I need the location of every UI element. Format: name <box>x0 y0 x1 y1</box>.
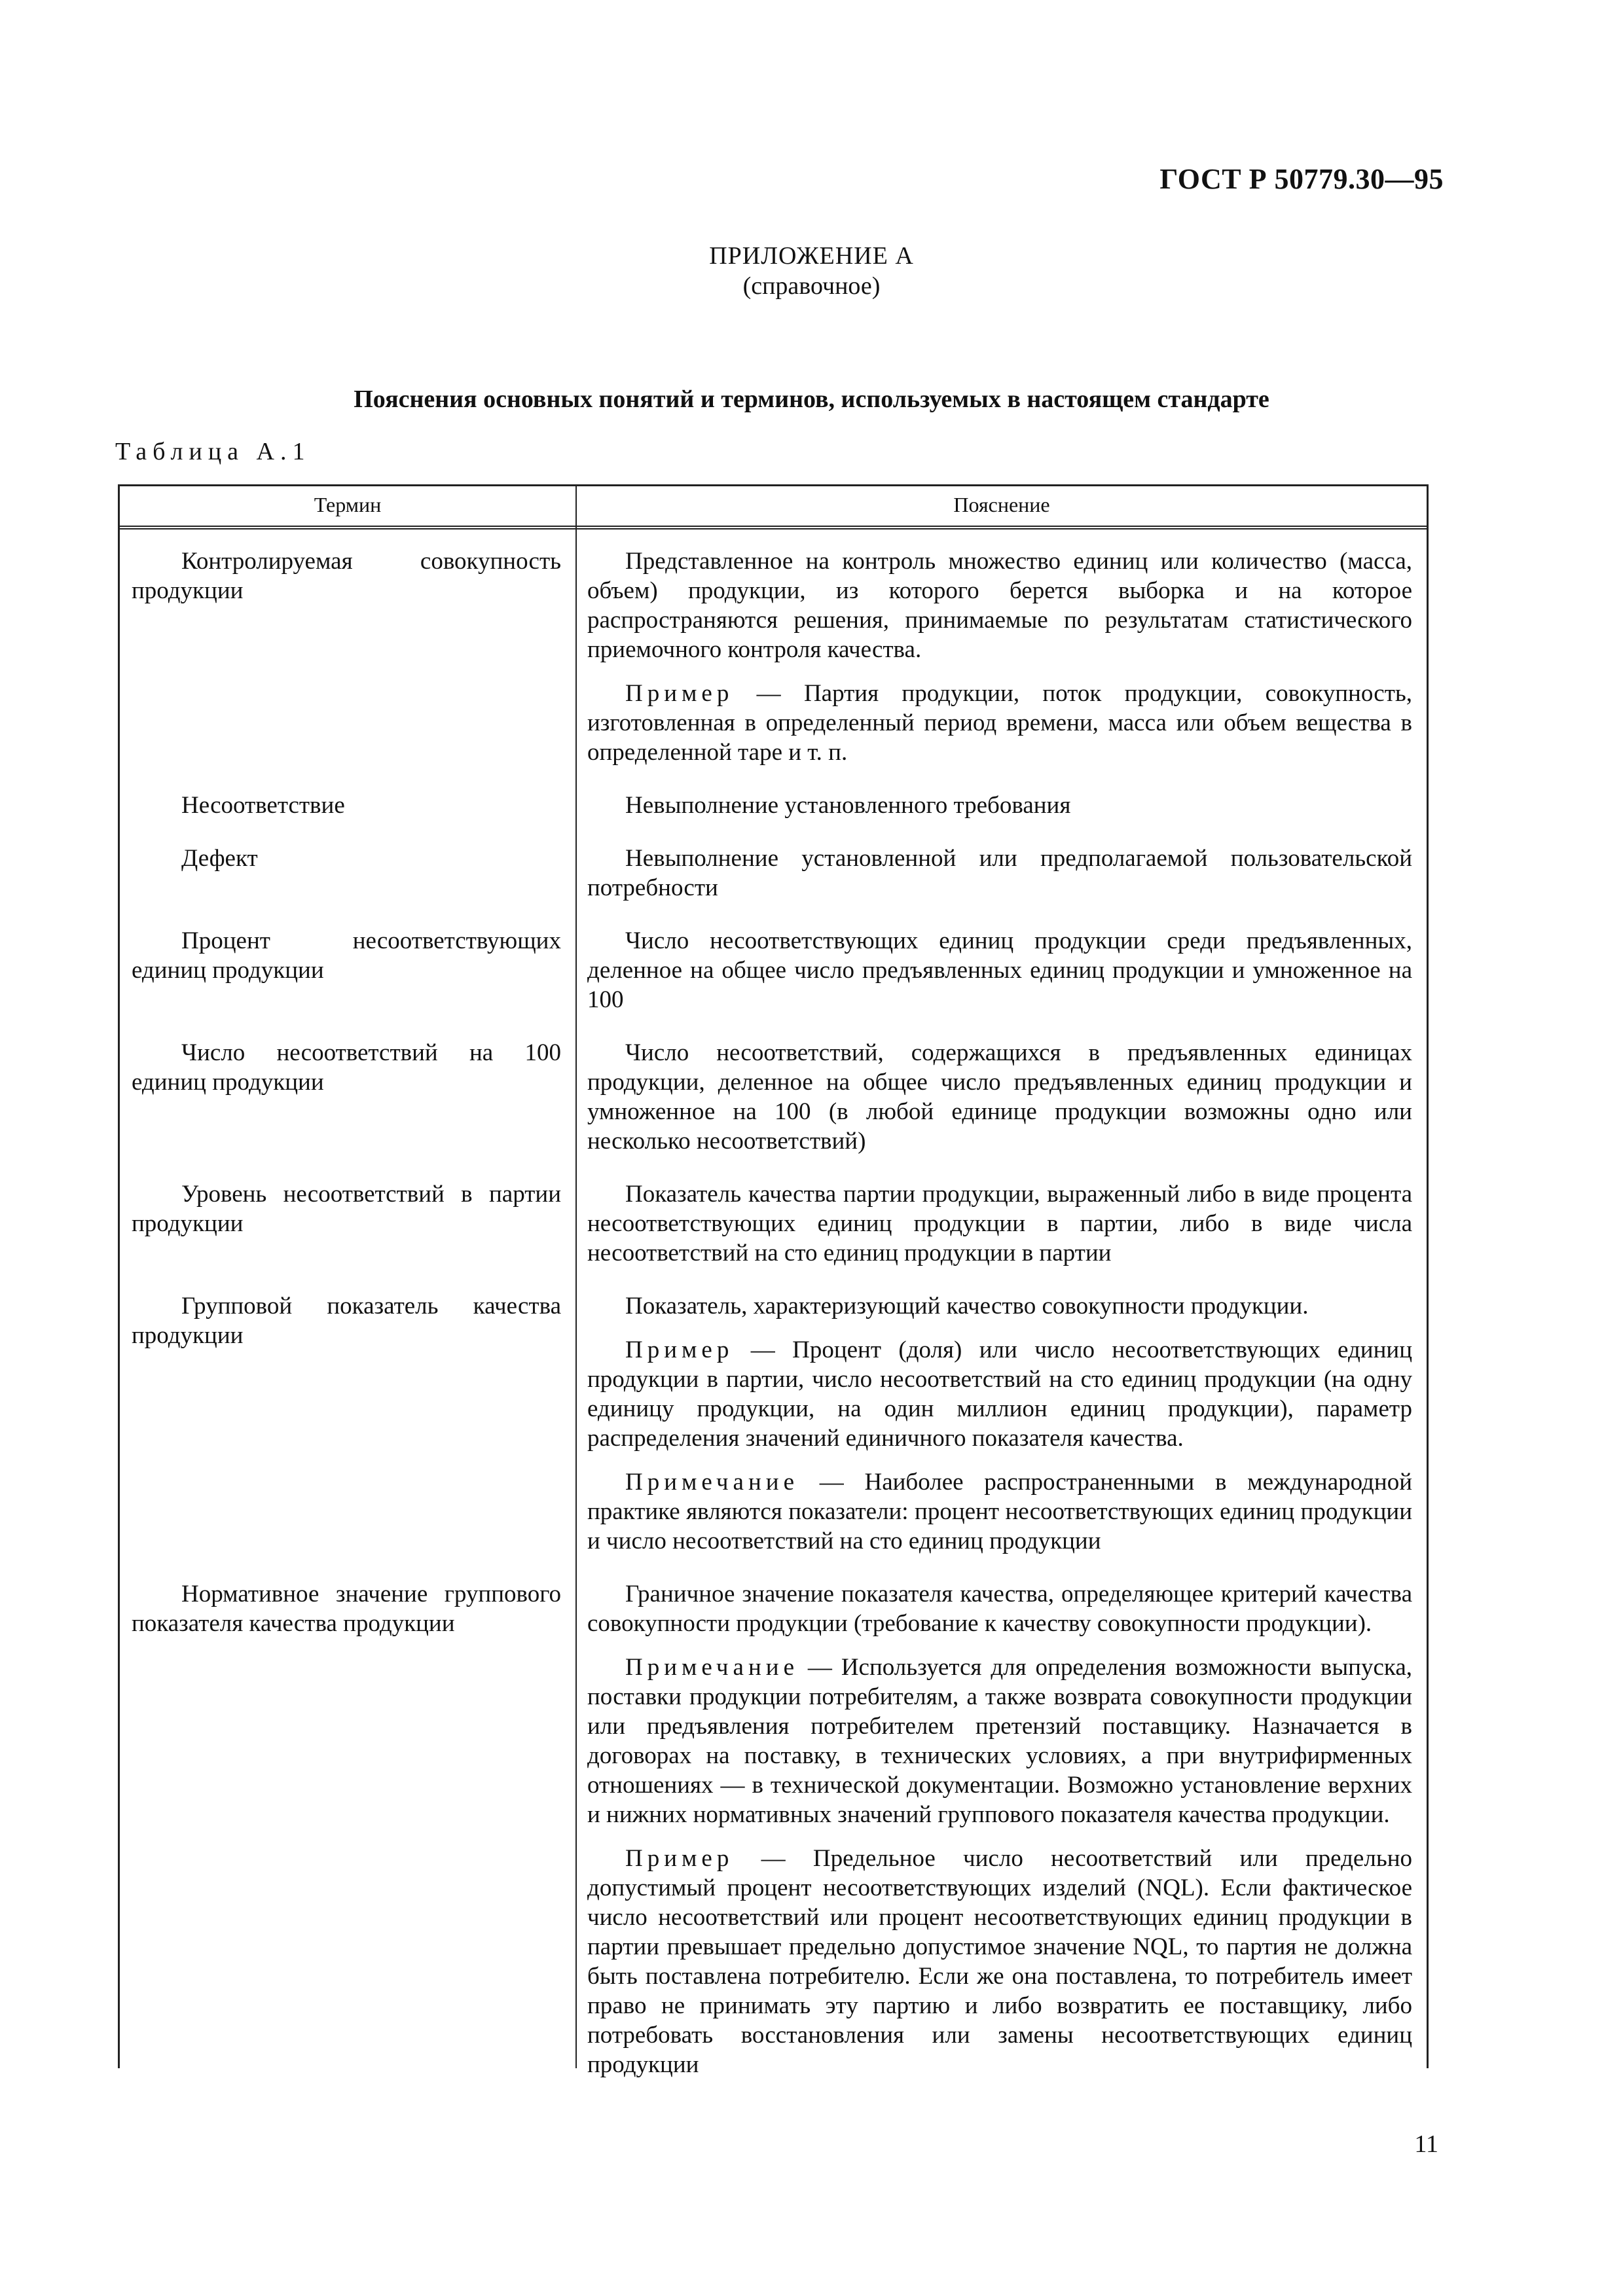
column-header-term: Термин <box>314 493 382 516</box>
table-caption: Таблица А.1 <box>115 438 311 465</box>
table-row <box>120 781 1427 834</box>
paragraph-text: Невыполнение установленного требования <box>625 792 1071 819</box>
paragraph-label: Пример <box>625 680 734 707</box>
table-row <box>120 1570 1427 2094</box>
explanation-cell <box>575 1570 1427 2094</box>
paragraph-text: Представленное на контроль множество единиц или количество (масса, объем) продукции, из которого берется выборка и на которое распространяются решения, принимаемые по результатам статистического приемочного контроля качества. <box>587 548 1412 663</box>
term-cell <box>120 537 575 781</box>
paragraph-text: — Используется для определения возможности выпуска, поставки продукции потребителям, а также возврата совокупности продукции или предъявления потребителем претензий поставщику. Назначается в договорах на поставку, в технических условиях, а при внутрифирменных отношениях — в технической документации. Возможно установление верхних и нижних нормативных значений группового показателя качества продукции. <box>587 1654 1412 1828</box>
explanation-cell <box>575 1170 1427 1282</box>
terms-table <box>118 484 1429 2078</box>
explanation-cell <box>575 537 1427 781</box>
annex-heading <box>0 241 1623 301</box>
explanation-cell <box>575 1029 1427 1170</box>
explanation-paragraph <box>587 679 1412 767</box>
table-header-row <box>120 486 1427 529</box>
explanation-cell <box>575 1282 1427 1570</box>
explanation-cell <box>575 781 1427 834</box>
table-row <box>120 1029 1427 1170</box>
table-body <box>120 537 1427 2094</box>
paragraph-text: — Партия продукции, поток продукции, совокупность, изготовленная в определенный период времени, масса или объем вещества в определенной таре и т. п. <box>587 680 1412 766</box>
term-cell <box>120 1570 575 2094</box>
term-text: Процент несоответствующих единиц продукции <box>132 927 561 984</box>
paragraph-label: Пример <box>625 1336 734 1363</box>
term-text: Уровень несоответствий в партии продукции <box>132 1181 561 1237</box>
term-cell <box>120 1282 575 1570</box>
explanation-paragraph <box>587 547 1412 664</box>
explanation-paragraph <box>587 844 1412 903</box>
table-row <box>120 537 1427 781</box>
explanation-cell <box>575 917 1427 1029</box>
term-text: Несоответствие <box>181 792 345 819</box>
term-cell <box>120 834 575 917</box>
explanation-paragraph <box>587 1467 1412 1556</box>
explanation-paragraph <box>587 1038 1412 1156</box>
explanation-cell <box>575 834 1427 917</box>
explanation-paragraph <box>587 1179 1412 1268</box>
term-cell <box>120 1029 575 1170</box>
table-row <box>120 1282 1427 1570</box>
table-row <box>120 1170 1427 1282</box>
term-text: Дефект <box>181 845 258 872</box>
paragraph-text: Показатель, характеризующий качество совокупности продукции. <box>625 1293 1309 1319</box>
explanation-paragraph <box>587 1653 1412 1829</box>
table-row <box>120 917 1427 1029</box>
paragraph-text: — Процент (доля) или число несоответствующих единиц продукции в партии, число несоответствий на сто единиц продукции (на одну единицу продукции, на один миллион единиц продукции), параметр распределения значений единичного показателя качества. <box>587 1336 1412 1452</box>
paragraph-text: Граничное значение показателя качества, определяющее критерий качества совокупности продукции (требование к качеству совокупности продукции). <box>587 1581 1412 1637</box>
explanation-paragraph <box>587 1291 1412 1321</box>
term-cell <box>120 781 575 834</box>
paragraph-label: Примечание <box>625 1654 799 1681</box>
paragraph-text: Число несоответствующих единиц продукции среди предъявленных, деленное на общее число предъявленных единиц продукции и умноженное на 100 <box>587 927 1412 1013</box>
annex-title: ПРИЛОЖЕНИЕ А <box>709 242 914 270</box>
explanation-paragraph <box>587 926 1412 1014</box>
paragraph-text: — Предельное число несоответствий или предельно допустимый процент несоответствующих изделий (NQL). Если фактическое число несоответствий или процент несоответствующих единиц продукции в партии превышает предельно допустимое значение NQL, то партия не должна быть поставлена потребителю. Если же она поставлена, то потребитель имеет право не принимать эту партию и либо возвратить ее поставщику, либо потребовать восстановления или замены несоответствующих единиц продукции <box>587 1845 1412 2078</box>
paragraph-label: Пример <box>625 1845 734 1872</box>
explanation-paragraph <box>587 1579 1412 1638</box>
term-text: Число несоответствий на 100 единиц продукции <box>132 1039 561 1096</box>
paragraph-label: Примечание <box>625 1469 799 1496</box>
term-cell <box>120 1170 575 1282</box>
explanation-paragraph <box>587 791 1412 820</box>
paragraph-text: Показатель качества партии продукции, выраженный либо в виде процента несоответствующих единиц продукции в партии, либо в виде числа несоответствий на сто единиц продукции в партии <box>587 1181 1412 1266</box>
term-cell <box>120 917 575 1029</box>
document-title: Пояснения основных понятий и терминов, используемых в настоящем стандарте <box>354 386 1269 413</box>
term-text: Контролируемая совокупность продукции <box>132 548 561 604</box>
page-number: 11 <box>1414 2130 1438 2158</box>
paragraph-text: Число несоответствий, содержащихся в предъявленных единицах продукции, деленное на общее число предъявленных единиц продукции и умноженное на 100 (в любой единице продукции возможны одно или несколько несоответствий) <box>587 1039 1412 1155</box>
standard-code: ГОСТ Р 50779.30—95 <box>1159 163 1444 195</box>
explanation-paragraph <box>587 1335 1412 1453</box>
column-header-explanation: Пояснение <box>953 493 1050 516</box>
annex-subtitle: (справочное) <box>742 272 881 300</box>
term-text: Нормативное значение группового показателя качества продукции <box>132 1581 561 1637</box>
paragraph-text: — Наиболее распространенными в международной практике являются показатели: процент несоответствующих единиц продукции и число несоответствий на сто единиц продукции <box>587 1469 1412 1554</box>
term-text: Групповой показатель качества продукции <box>132 1293 561 1349</box>
paragraph-text: Невыполнение установленной или предполагаемой пользовательской потребности <box>587 845 1412 901</box>
table-row <box>120 834 1427 917</box>
explanation-paragraph <box>587 1844 1412 2079</box>
